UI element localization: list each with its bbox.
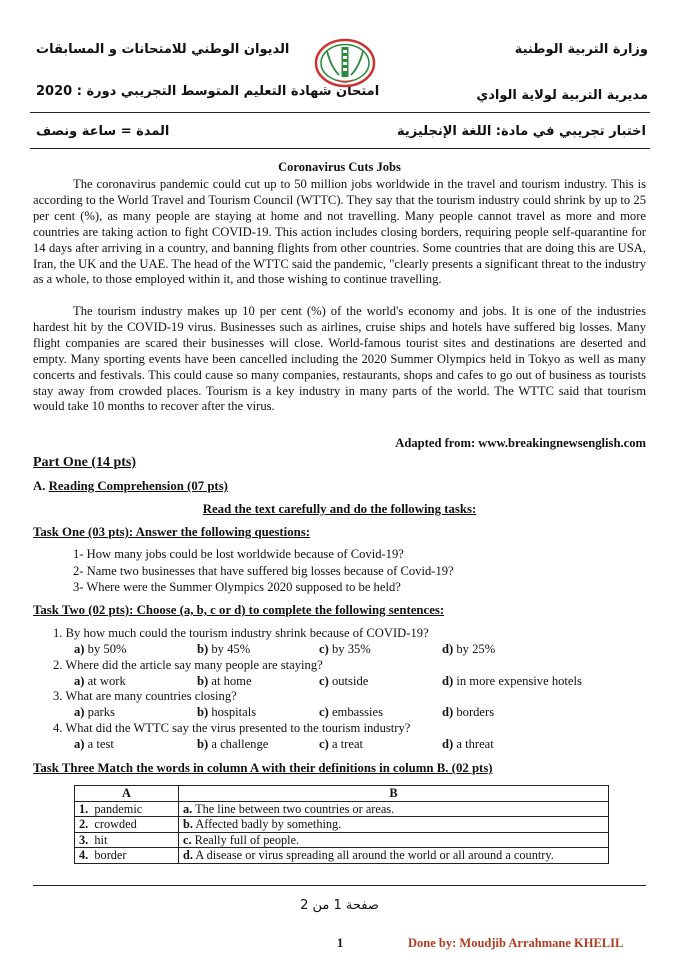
matching-header-row	[75, 786, 609, 802]
mcq-option: d) borders	[442, 705, 495, 719]
column-a-header: A	[75, 786, 179, 802]
task-two-heading: Task Two (02 pts): Choose (a, b, c or d) to complete the following sentences:	[33, 603, 445, 617]
mcq-option: b) hospitals	[197, 705, 257, 719]
table-row	[75, 832, 609, 848]
task-one-question: 1- How many jobs could be lost worldwide because of Covid-19?	[73, 547, 404, 561]
section-a-heading: A. Reading Comprehension (07 pts)	[33, 479, 228, 493]
mcq-question: 1. By how much could the tourism industry shrink because of COVID-19?	[53, 626, 429, 640]
mcq-option: c) outside	[319, 674, 369, 688]
article-paragraph-1: The coronavirus pandemic could cut up to 50 million jobs worldwide in the travel and tourism industry. This is according to the World Travel and Tourism Council (WTTC). They say that the tourism industry could shrink by up to 25 per cent (%), as many people are staying at home and not travelling. Many people cannot travel as more and more countries are taking action to fight COVID-19. This action includes closing borders, requiring people self-quarantine for 14 days after arriving in a country, and banning flights from other countries. Some countries that are doing this are USA, Iran, the UK and the UAE. The head of the WTTC said the pandemic, "clearly presents a significant threat to the industry as a whole, to those employed within it, and those wishing to continue travelling.	[33, 177, 646, 287]
exam-subject: اختبار تجريبي في مادة: اللغة الإنجليزية	[397, 124, 646, 139]
header-divider-bottom	[30, 148, 650, 149]
table-row	[75, 801, 609, 817]
mcq-question: 2. Where did the article say many people are staying?	[53, 658, 323, 672]
mcq-option: c) a treat	[319, 737, 364, 751]
matching-table	[74, 785, 609, 864]
mcq-option: d) by 25%	[442, 642, 496, 656]
table-row	[75, 848, 609, 864]
mcq-option: c) by 35%	[319, 642, 371, 656]
exam-duration: المدة = ساعة ونصف	[36, 124, 170, 139]
author-credit-label: Done by:	[408, 936, 457, 950]
author-name: Moudjib Arrahmane KHELIL	[459, 936, 624, 950]
section-a-title: Reading Comprehension (07 pts)	[48, 479, 228, 493]
column-b-header: B	[179, 786, 609, 802]
mcq-option: a) at work	[74, 674, 126, 688]
column-a-cell: 1. pandemic	[75, 801, 179, 817]
part-one-heading: Part One (14 pts)	[33, 455, 137, 470]
task-three-heading: Task Three Match the words in column A with their definitions in column B. (02 pts)	[33, 761, 493, 775]
article-source: Adapted from: www.breakingnewsenglish.com	[395, 436, 646, 450]
page-indicator-arabic: صفحة 1 من 2	[300, 898, 379, 913]
page-number: 1	[337, 936, 344, 950]
task-one-question: 3- Where were the Summer Olympics 2020 supposed to be held?	[73, 580, 401, 594]
task-one-question: 2- Name two businesses that have suffered big losses because of Covid-19?	[73, 564, 454, 578]
mcq-option: d) in more expensive hotels	[442, 674, 582, 688]
exam-title: امتحان شهادة التعليم المتوسط التجريبي دورة : 2020	[36, 84, 380, 99]
column-a-cell: 2. crowded	[75, 817, 179, 833]
mcq-option: b) a challenge	[197, 737, 269, 751]
mcq-option: d) a threat	[442, 737, 494, 751]
mcq-option: b) at home	[197, 674, 252, 688]
mcq-option: a) parks	[74, 705, 115, 719]
article-title: Coronavirus Cuts Jobs	[278, 160, 401, 174]
reading-instruction: Read the text carefully and do the following tasks:	[202, 502, 477, 516]
mcq-option: b) by 45%	[197, 642, 251, 656]
mcq-option: a) a test	[74, 737, 114, 751]
column-a-cell: 3. hit	[75, 832, 179, 848]
mcq-question: 4. What did the WTTC say the virus presented to the tourism industry?	[53, 721, 411, 735]
task-one-heading: Task One (03 pts): Answer the following questions:	[33, 525, 310, 539]
mcq-option: c) embassies	[319, 705, 384, 719]
column-b-cell: b. Affected badly by something.	[179, 817, 609, 833]
directorate-name: مديرية التربية لولاية الوادي	[476, 88, 648, 103]
column-b-cell: d. A disease or virus spreading all around the world or all around a country.	[179, 848, 609, 864]
exams-office-name: الديوان الوطني للامتحانات و المسابقات	[36, 42, 290, 57]
column-b-cell: a. The line between two countries or areas.	[179, 801, 609, 817]
column-b-cell: c. Really full of people.	[179, 832, 609, 848]
footer-divider	[33, 885, 646, 886]
mcq-option: a) by 50%	[74, 642, 127, 656]
ministry-name: وزارة التربية الوطنية	[514, 42, 648, 57]
header-divider-top	[30, 112, 650, 113]
mcq-question: 3. What are many countries closing?	[53, 689, 237, 703]
exam-office-logo	[313, 37, 377, 89]
column-a-cell: 4. border	[75, 848, 179, 864]
article-paragraph-2: The tourism industry makes up 10 per cent (%) of the world's economy and jobs. It is one of the industries hardest hit by the COVID-19 virus. Businesses such as airlines, cruise ships and hotels have suffered big losses. Many flight companies are scared their businesses will close. World-famous tourist sites and destinations are deserted and empty. Many sporting events have been cancelled including the 2020 Summer Olympics held in Tokyo as well as many concerts and festivals. This could cause so many companies, restaurants, shops and cafes to go out of business as tourists stay away from crowded places. Tourism is a key industry in many parts of the world. The WTTC said that tourism would take 10 months to recover after the virus.	[33, 304, 646, 414]
author-credit	[408, 936, 623, 951]
table-row	[75, 817, 609, 833]
